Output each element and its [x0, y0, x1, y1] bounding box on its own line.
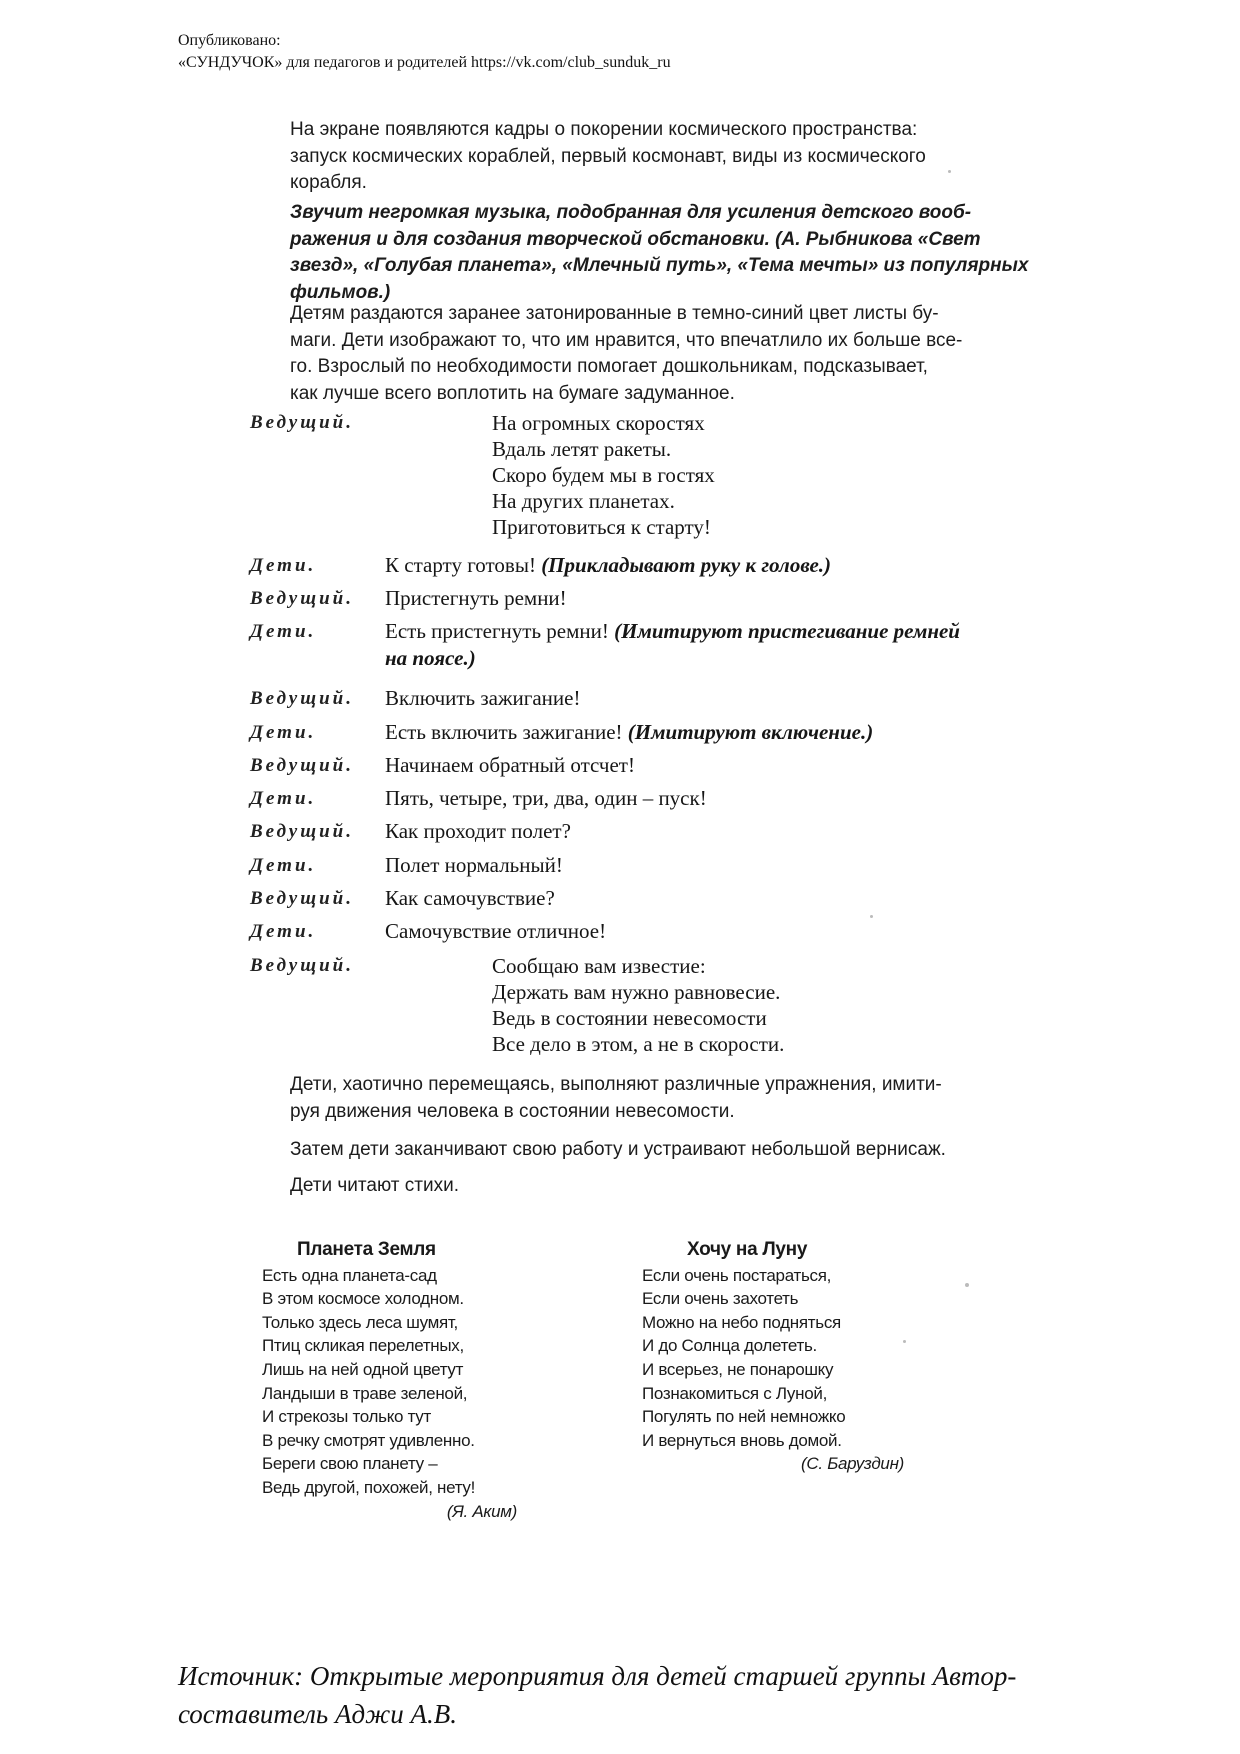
- text-line: Детям раздаются заранее затонированные в темно-синий цвет листы бу-: [290, 303, 939, 324]
- text-line: Звучит негромкая музыка, подобранная для усиления детского вооб-: [290, 202, 972, 223]
- dialog-text: Начинаем обратный отсчет!: [385, 753, 635, 777]
- text-line: маги. Дети изображают то, что им нравится, что впечатлило их больше все-: [290, 329, 963, 351]
- dialog-line: [385, 686, 580, 711]
- speaker-label: Дети.: [250, 788, 317, 809]
- dialog-line: [385, 586, 567, 611]
- dialog-text: К старту готовы!: [385, 553, 542, 577]
- poem-line: Есть одна планета-сад: [262, 1265, 437, 1285]
- poem-line: Можно на небо подняться: [642, 1312, 841, 1332]
- poem-line: И всерьез, не понарошку: [642, 1359, 834, 1379]
- intro-paragraph-3: [290, 301, 1030, 407]
- poem-author: (Я. Аким): [446, 1501, 517, 1521]
- poem-author: (С. Баруздин): [801, 1454, 904, 1474]
- poem-title: Хочу на Луну: [687, 1239, 808, 1260]
- dialog-line: [385, 919, 606, 944]
- dialog-line: [385, 853, 563, 878]
- poem-moon: [642, 1238, 904, 1476]
- verse-line: На других планетах.: [492, 489, 675, 513]
- dialog-text: Самочувствие отличное!: [385, 919, 607, 943]
- intro-paragraph-2: [290, 200, 1030, 306]
- text-line: го. Взрослый по необходимости помогает дошкольникам, подсказывает,: [290, 356, 928, 377]
- text-line: руя движения человека в состоянии невесомости.: [290, 1100, 735, 1122]
- source-footer: [178, 1657, 1078, 1733]
- speaker-label: Дети.: [250, 855, 317, 876]
- publication-header: [178, 30, 671, 74]
- dialog-line: [385, 786, 707, 811]
- speaker-label: Ведущий.: [250, 688, 354, 709]
- verse-line: Держать вам нужно равновесие.: [492, 980, 781, 1004]
- speaker-label: Ведущий.: [250, 821, 354, 842]
- text-line: Дети, хаотично перемещаясь, выполняют различные упражнения, имити-: [290, 1074, 942, 1095]
- poem-line: Ведь другой, похожей, нету!: [262, 1477, 476, 1497]
- speaker-host: Ведущий.: [250, 412, 354, 433]
- stage-direction: (Прикладывают руку к голове.): [541, 553, 832, 577]
- outro-paragraph-3: Дети читают стихи.: [290, 1175, 459, 1196]
- stage-direction: на поясе.): [385, 646, 476, 670]
- poem-line: И до Солнца долететь.: [642, 1336, 817, 1356]
- source-line-2: составитель Аджи А.В.: [178, 1699, 457, 1729]
- dialog-line: [385, 753, 635, 778]
- published-source: «СУНДУЧОК» для педагогов и родителей https://vk.com/club_sunduk_ru: [178, 54, 671, 71]
- poem-line: Птиц скликая перелетных,: [262, 1336, 464, 1356]
- dialog-line: [385, 720, 873, 745]
- speaker-label: Ведущий.: [250, 888, 354, 909]
- speaker-label: Ведущий.: [250, 588, 354, 609]
- poem-line: И вернуться вновь домой.: [642, 1430, 842, 1450]
- text-line: корабля.: [290, 172, 367, 193]
- source-line-1: Источник: Открытые мероприятия для детей старшей группы Автор-: [178, 1661, 1017, 1691]
- text-line: На экране появляются кадры о покорении космического пространства:: [290, 119, 918, 140]
- text-line: запуск космических кораблей, первый космонавт, виды из космического: [290, 145, 926, 167]
- scan-speck: [870, 915, 873, 918]
- poem-line: Лишь на ней одной цветут: [262, 1359, 464, 1379]
- speaker-label: Дети.: [250, 555, 317, 576]
- dialog-text: Полет нормальный!: [385, 853, 563, 877]
- dialog-line: [385, 553, 831, 578]
- poem-line: В речку смотрят удивленно.: [262, 1430, 475, 1450]
- verse-1: [492, 410, 715, 540]
- verse-line: Все дело в этом, а не в скорости.: [492, 1032, 785, 1056]
- verse-line: Скоро будем мы в гостях: [492, 463, 715, 487]
- scan-speck: [903, 1340, 906, 1343]
- dialog-text: Есть пристегнуть ремни!: [385, 619, 615, 643]
- text-line: звезд», «Голубая планета», «Млечный путь», «Тема мечты» из популярных: [290, 255, 1029, 276]
- dialog-line: [385, 619, 960, 644]
- text-line: ражения и для создания творческой обстановки. (А. Рыбникова «Свет: [290, 228, 981, 250]
- speaker-label: Дети.: [250, 621, 317, 642]
- outro-paragraph-1: [290, 1072, 1030, 1125]
- text-line: фильмов.): [290, 281, 391, 303]
- poem-line: Познакомиться с Луной,: [642, 1383, 827, 1403]
- verse-line: Приготовиться к старту!: [492, 515, 711, 539]
- outro-paragraph-2: Затем дети заканчивают свою работу и устраивают небольшой вернисаж.: [290, 1139, 946, 1160]
- verse-line: На огромных скоростях: [492, 411, 705, 435]
- speaker-host: Ведущий.: [250, 955, 354, 976]
- scan-speck: [965, 1283, 969, 1287]
- dialog-text: Пристегнуть ремни!: [385, 586, 567, 610]
- poem-line: Если очень захотеть: [642, 1289, 799, 1309]
- dialog-text: Как проходит полет?: [385, 819, 571, 843]
- text-line: как лучше всего воплотить на бумаге задуманное.: [290, 382, 735, 404]
- poem-line: И стрекозы только тут: [262, 1407, 431, 1427]
- speaker-label: Дети.: [250, 921, 317, 942]
- verse-2: [492, 953, 784, 1057]
- dialog-text: Включить зажигание!: [385, 686, 581, 710]
- poem-line: Погулять по ней немножко: [642, 1407, 846, 1427]
- verse-line: Ведь в состоянии невесомости: [492, 1006, 767, 1030]
- scan-speck: [948, 170, 951, 173]
- poem-line: Береги свою планету –: [262, 1454, 438, 1474]
- poem-line: В этом космосе холодном.: [262, 1289, 464, 1309]
- dialog-text: Пять, четыре, три, два, один – пуск!: [385, 786, 707, 810]
- poem-title: Планета Земля: [297, 1239, 436, 1260]
- verse-line: Вдаль летят ракеты.: [492, 437, 672, 461]
- dialog-text: Есть включить зажигание!: [385, 720, 628, 744]
- intro-paragraph-1: [290, 117, 1030, 197]
- verse-line: Сообщаю вам известие:: [492, 954, 706, 978]
- dialog-line: [385, 819, 571, 844]
- dialog-text: Как самочувствие?: [385, 886, 555, 910]
- dialog-line-continued: [385, 646, 476, 671]
- stage-direction: (Имитируют включение.): [627, 720, 874, 744]
- speaker-label: Дети.: [250, 722, 317, 743]
- stage-direction: (Имитируют пристегивание ремней: [614, 619, 960, 643]
- speaker-label: Ведущий.: [250, 755, 354, 776]
- poem-line: Ландыши в траве зеленой,: [262, 1383, 468, 1403]
- poem-planet-earth: [262, 1238, 517, 1523]
- dialog-line: [385, 886, 555, 911]
- poem-line: Если очень постараться,: [642, 1265, 832, 1285]
- published-label: Опубликовано:: [178, 32, 281, 49]
- poem-line: Только здесь леса шумят,: [262, 1312, 458, 1332]
